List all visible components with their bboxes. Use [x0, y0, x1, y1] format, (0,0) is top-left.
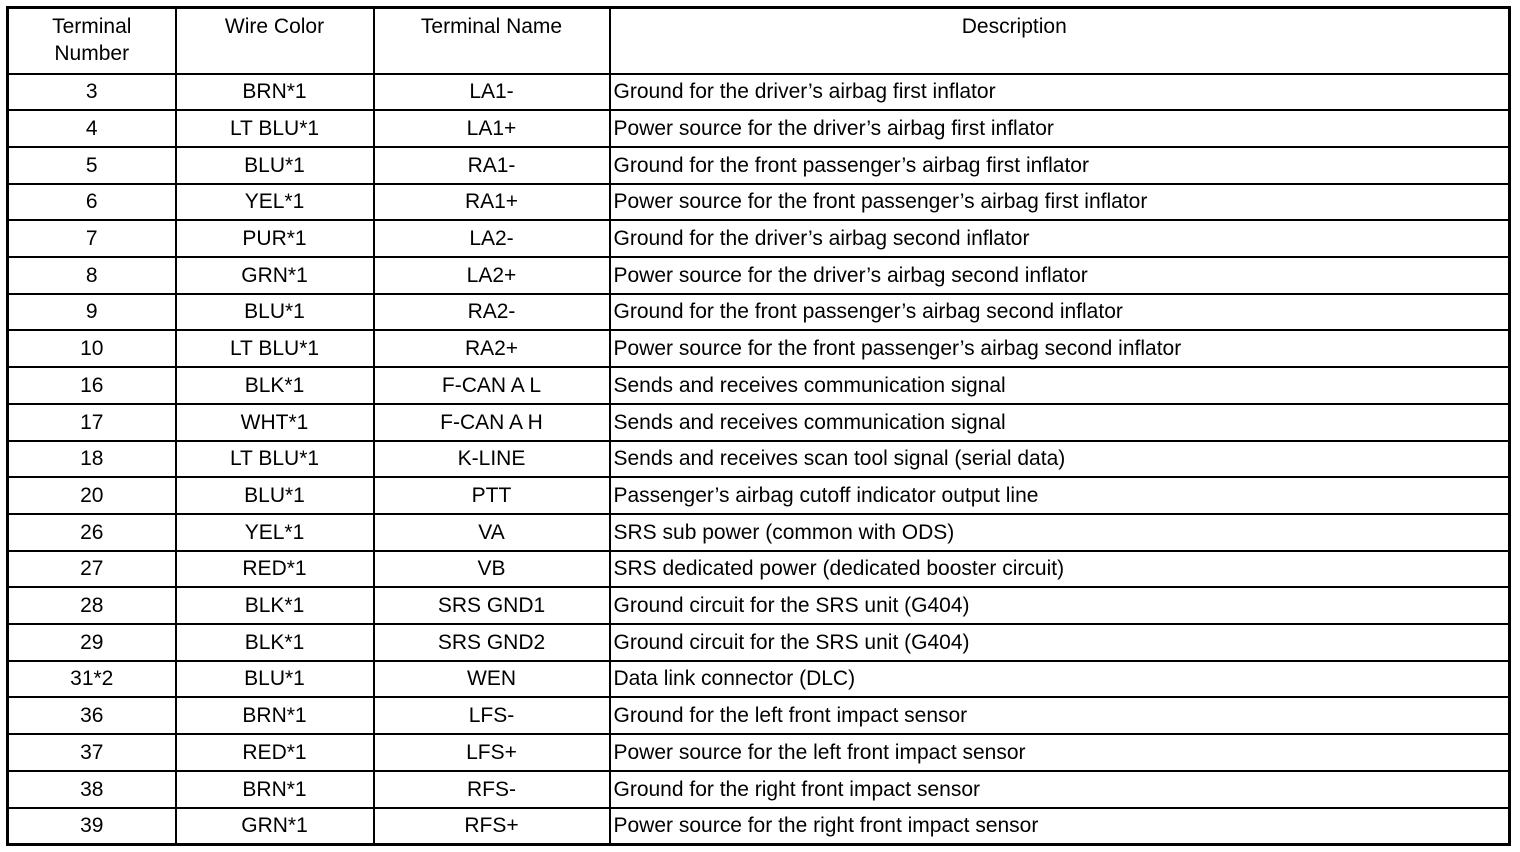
- cell-terminal-number: 38: [8, 771, 176, 808]
- header-terminal-name: Terminal Name: [374, 8, 610, 74]
- cell-terminal-number: 39: [8, 808, 176, 845]
- table-row: [8, 734, 1510, 771]
- cell-wire-color: RED*1: [176, 551, 374, 588]
- cell-terminal-name: RFS-: [374, 771, 610, 808]
- table-row: [8, 74, 1510, 111]
- cell-terminal-number: 26: [8, 514, 176, 551]
- cell-description: Data link connector (DLC): [610, 661, 1510, 698]
- table-row: [8, 477, 1510, 514]
- table-row: [8, 624, 1510, 661]
- cell-description: Power source for the front passenger’s airbag first inflator: [610, 184, 1510, 221]
- table-row: [8, 441, 1510, 478]
- cell-description: Sends and receives communication signal: [610, 404, 1510, 441]
- cell-description: Sends and receives scan tool signal (serial data): [610, 441, 1510, 478]
- cell-terminal-name: F-CAN A H: [374, 404, 610, 441]
- cell-terminal-number: 17: [8, 404, 176, 441]
- cell-wire-color: BRN*1: [176, 697, 374, 734]
- cell-wire-color: LT BLU*1: [176, 330, 374, 367]
- cell-terminal-number: 28: [8, 587, 176, 624]
- header-wire-color: Wire Color: [176, 8, 374, 74]
- cell-wire-color: GRN*1: [176, 808, 374, 845]
- table-row: [8, 661, 1510, 698]
- cell-terminal-name: LFS+: [374, 734, 610, 771]
- cell-terminal-number: 5: [8, 147, 176, 184]
- cell-terminal-number: 37: [8, 734, 176, 771]
- cell-wire-color: GRN*1: [176, 257, 374, 294]
- cell-description: Sends and receives communication signal: [610, 367, 1510, 404]
- header-description: Description: [610, 8, 1510, 74]
- cell-terminal-number: 9: [8, 294, 176, 331]
- cell-wire-color: BRN*1: [176, 771, 374, 808]
- cell-description: Ground for the front passenger’s airbag first inflator: [610, 147, 1510, 184]
- cell-terminal-number: 8: [8, 257, 176, 294]
- cell-terminal-name: SRS GND2: [374, 624, 610, 661]
- cell-wire-color: BLU*1: [176, 477, 374, 514]
- cell-wire-color: BLU*1: [176, 147, 374, 184]
- cell-wire-color: BLK*1: [176, 367, 374, 404]
- cell-wire-color: BLK*1: [176, 587, 374, 624]
- table-row: [8, 220, 1510, 257]
- cell-wire-color: BLK*1: [176, 624, 374, 661]
- table-row: [8, 294, 1510, 331]
- cell-wire-color: YEL*1: [176, 514, 374, 551]
- cell-description: Ground for the driver’s airbag first inflator: [610, 74, 1510, 111]
- cell-wire-color: LT BLU*1: [176, 110, 374, 147]
- cell-description: Ground for the front passenger’s airbag second inflator: [610, 294, 1510, 331]
- cell-description: Power source for the right front impact sensor: [610, 808, 1510, 845]
- cell-terminal-number: 4: [8, 110, 176, 147]
- cell-wire-color: RED*1: [176, 734, 374, 771]
- table-row: [8, 514, 1510, 551]
- cell-terminal-number: 27: [8, 551, 176, 588]
- cell-description: SRS dedicated power (dedicated booster circuit): [610, 551, 1510, 588]
- table-row: [8, 587, 1510, 624]
- cell-wire-color: BLU*1: [176, 294, 374, 331]
- cell-wire-color: BLU*1: [176, 661, 374, 698]
- cell-terminal-name: WEN: [374, 661, 610, 698]
- cell-terminal-name: PTT: [374, 477, 610, 514]
- table-row: [8, 110, 1510, 147]
- header-terminal-number: Terminal Number: [8, 8, 176, 74]
- cell-terminal-number: 18: [8, 441, 176, 478]
- cell-terminal-number: 16: [8, 367, 176, 404]
- table-row: [8, 184, 1510, 221]
- cell-terminal-name: LA1-: [374, 74, 610, 111]
- cell-description: Power source for the front passenger’s airbag second inflator: [610, 330, 1510, 367]
- table-row: [8, 551, 1510, 588]
- table-row: [8, 367, 1510, 404]
- cell-description: Ground for the right front impact sensor: [610, 771, 1510, 808]
- cell-terminal-name: K-LINE: [374, 441, 610, 478]
- cell-description: Ground for the driver’s airbag second inflator: [610, 220, 1510, 257]
- cell-terminal-name: RA2-: [374, 294, 610, 331]
- cell-description: Power source for the left front impact sensor: [610, 734, 1510, 771]
- cell-terminal-name: VA: [374, 514, 610, 551]
- cell-wire-color: LT BLU*1: [176, 441, 374, 478]
- table-row: [8, 147, 1510, 184]
- table-row: [8, 771, 1510, 808]
- cell-wire-color: PUR*1: [176, 220, 374, 257]
- terminal-table: [6, 6, 1511, 846]
- cell-terminal-number: 29: [8, 624, 176, 661]
- cell-terminal-name: LA2+: [374, 257, 610, 294]
- table-row: [8, 404, 1510, 441]
- cell-terminal-name: RA2+: [374, 330, 610, 367]
- cell-terminal-number: 31*2: [8, 661, 176, 698]
- cell-terminal-name: RA1-: [374, 147, 610, 184]
- cell-description: Passenger’s airbag cutoff indicator output line: [610, 477, 1510, 514]
- cell-terminal-number: 36: [8, 697, 176, 734]
- cell-terminal-number: 3: [8, 74, 176, 111]
- cell-description: Ground circuit for the SRS unit (G404): [610, 624, 1510, 661]
- cell-terminal-name: RFS+: [374, 808, 610, 845]
- cell-wire-color: BRN*1: [176, 74, 374, 111]
- cell-description: Power source for the driver’s airbag first inflator: [610, 110, 1510, 147]
- table-row: [8, 808, 1510, 845]
- table-row: [8, 330, 1510, 367]
- cell-terminal-name: RA1+: [374, 184, 610, 221]
- table-row: [8, 257, 1510, 294]
- cell-description: Ground for the left front impact sensor: [610, 697, 1510, 734]
- cell-description: SRS sub power (common with ODS): [610, 514, 1510, 551]
- cell-terminal-number: 7: [8, 220, 176, 257]
- table-header-row: [8, 8, 1510, 74]
- cell-terminal-name: F-CAN A L: [374, 367, 610, 404]
- cell-terminal-name: LA2-: [374, 220, 610, 257]
- cell-terminal-number: 6: [8, 184, 176, 221]
- cell-wire-color: WHT*1: [176, 404, 374, 441]
- cell-terminal-name: SRS GND1: [374, 587, 610, 624]
- cell-terminal-name: LA1+: [374, 110, 610, 147]
- cell-wire-color: YEL*1: [176, 184, 374, 221]
- cell-description: Ground circuit for the SRS unit (G404): [610, 587, 1510, 624]
- cell-terminal-number: 10: [8, 330, 176, 367]
- cell-terminal-name: LFS-: [374, 697, 610, 734]
- table-row: [8, 697, 1510, 734]
- cell-terminal-name: VB: [374, 551, 610, 588]
- cell-terminal-number: 20: [8, 477, 176, 514]
- cell-description: Power source for the driver’s airbag second inflator: [610, 257, 1510, 294]
